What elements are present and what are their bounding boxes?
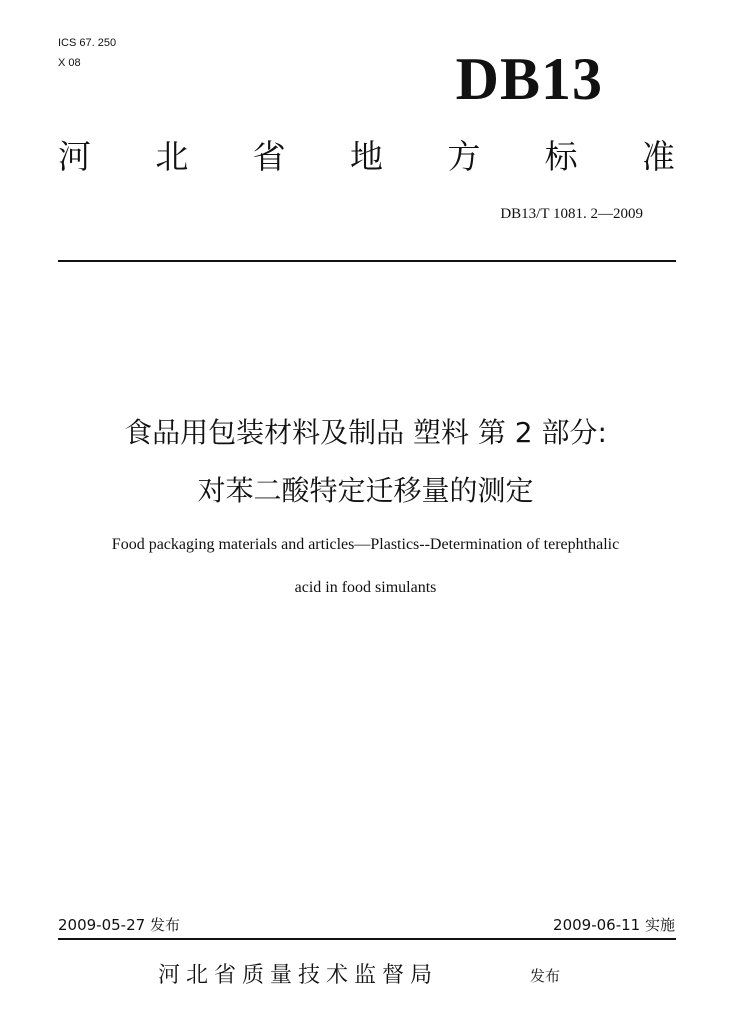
implementation-date: 2009-06-11 实施: [553, 916, 675, 934]
classification-code: X 08: [58, 57, 81, 69]
standard-type-char: 北: [155, 137, 189, 176]
standard-type-char: 地: [349, 137, 383, 176]
release-date: 2009-05-27 发布: [58, 916, 180, 934]
header-divider: [58, 260, 676, 262]
title-en-line1: Food packaging materials and articles—Plastics--Determination of terephthalic: [111, 536, 620, 553]
standard-type-char: 标: [544, 137, 578, 176]
issuer: 河北省质量技术监督局: [158, 963, 439, 988]
footer-divider: [58, 938, 676, 940]
title-en-line2: acid in food simulants: [294, 579, 437, 596]
standard-type-char: 方: [447, 137, 481, 176]
standard-type-char: 准: [641, 137, 675, 176]
standard-type-char: 省: [252, 137, 286, 176]
title-zh-line2: 对苯二酸特定迁移量的测定: [197, 474, 534, 507]
ics-code: ICS 67. 250: [58, 37, 117, 49]
db-code: DB13: [455, 46, 603, 112]
title-zh-line1: 食品用包装材料及制品 塑料 第 2 部分:: [124, 416, 607, 449]
standard-number: DB13/T 1081. 2—2009: [500, 206, 643, 222]
issued-label: 发布: [530, 967, 561, 985]
standard-type-char: 河: [58, 137, 91, 176]
standard-type: [58, 136, 675, 178]
